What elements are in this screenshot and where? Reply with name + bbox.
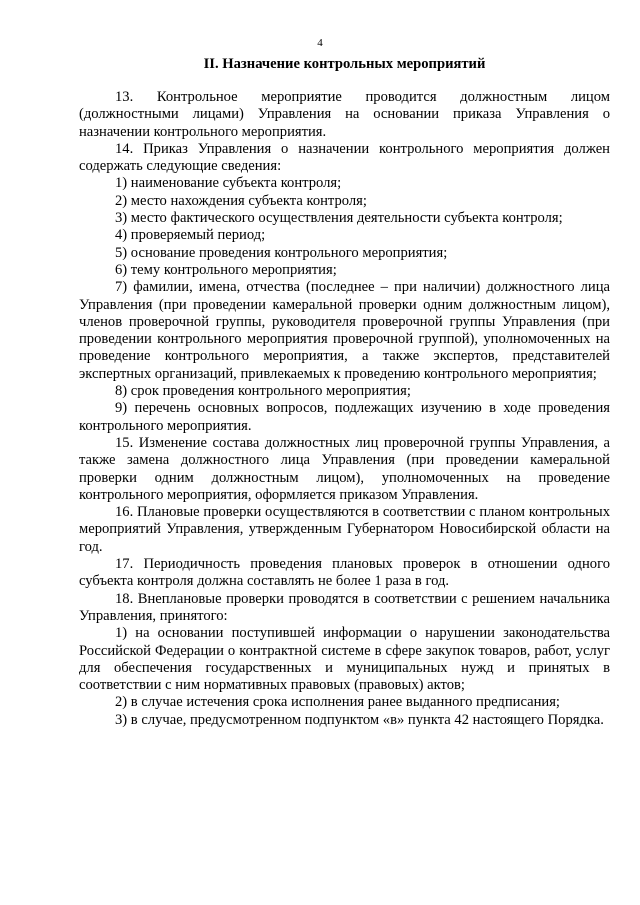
list-item-14-6: 6) тему контрольного мероприятия; xyxy=(115,261,337,278)
paragraph-13: 13. Контрольное мероприятие проводится должностным лицом (должностными лицами) Управления на основании приказа Управления о назначении контрольного мероприятия. xyxy=(79,89,610,140)
list-item-14-4: 4) проверяемый период; xyxy=(115,227,266,244)
list-item-14-7: 7) фамилии, имена, отчества (последнее – при наличии) должностного лица Управления (при проведении камеральной проверки одним должностным лицом), членов проверочной группы, руководителя проверочной группы Управления (при проведении контрольного мероприятия проверочной группой), уполномоченных на проведение контрольного мероприятия, а также экспертов, представителей экспертных организаций, привлекаемых к проведению контрольного мероприятия; xyxy=(79,279,610,382)
paragraph-14: 14. Приказ Управления о назначении контрольного мероприятия должен содержать следующие сведения: xyxy=(79,140,610,175)
list-item-14-1: 1) наименование субъекта контроля; xyxy=(115,175,342,192)
list-item-14-9: 9) перечень основных вопросов, подлежащих изучению в ходе проведения контрольного мероприятия. xyxy=(79,400,610,434)
list-item-18-1: 1) на основании поступившей информации о нарушении законодательства Российской Федерации о контрактной системе в сфере закупок товаров, работ, услуг для обеспечения государственных и муниципальных нужд и принятых в соответствии с ним нормативных правовых (правовых) актов; xyxy=(79,625,610,694)
paragraph-17: 17. Периодичность проведения плановых проверок в отношении одного субъекта контроля должна составлять не более 1 раза в год. xyxy=(79,556,610,590)
document-body xyxy=(79,89,610,729)
section-title: II. Назначение контрольных мероприятий xyxy=(203,56,486,72)
list-item-14-5: 5) основание проведения контрольного мероприятия; xyxy=(115,244,448,261)
paragraph-18: 18. Внеплановые проверки проводятся в соответствии с решением начальника Управления, принятого: xyxy=(79,590,610,624)
page-number: 4 xyxy=(317,37,323,49)
paragraph-15: 15. Изменение состава должностных лиц проверочной группы Управления, а также замена должностного лица Управления (при проведении камеральной проверки одним должностным лицом), уполномоченных на проведение контрольного мероприятия, оформляется приказом Управления. xyxy=(79,434,610,503)
list-item-18-3: 3) в случае, предусмотренном подпунктом «в» пункта 42 настоящего Порядка. xyxy=(115,711,604,728)
paragraph-16: 16. Плановые проверки осуществляются в соответствии с планом контрольных мероприятий Управления, утвержденным Губернатором Новосибирской области на год. xyxy=(79,504,610,555)
list-item-14-2: 2) место нахождения субъекта контроля; xyxy=(115,192,367,209)
list-item-18-2: 2) в случае истечения срока исполнения ранее выданного предписания; xyxy=(115,694,560,711)
list-item-14-3: 3) место фактического осуществления деятельности субъекта контроля; xyxy=(115,210,563,227)
list-item-14-8: 8) срок проведения контрольного мероприятия; xyxy=(115,383,411,400)
